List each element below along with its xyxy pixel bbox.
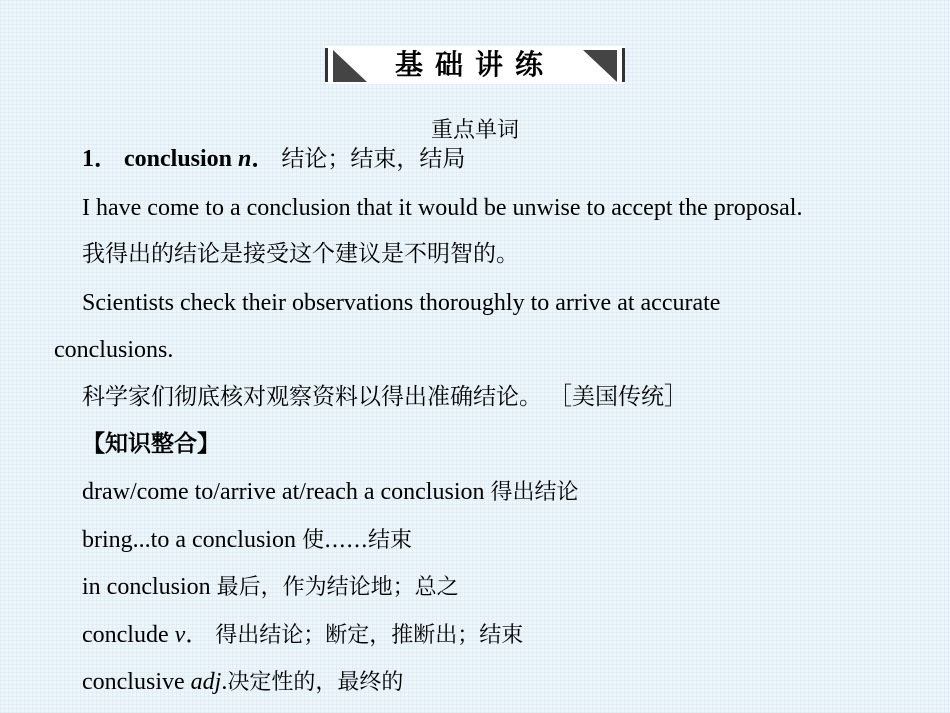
knowledge-item-2-cn: 使……结束 [301, 528, 412, 553]
knowledge-item-5-en: conclusive [82, 669, 191, 695]
knowledge-item-1 [82, 477, 579, 508]
knowledge-item-3-en: in conclusion [82, 574, 217, 600]
knowledge-item-5 [82, 667, 403, 698]
knowledge-header: 【知识整合】 [82, 431, 220, 457]
example-2-en-line2: conclusions. [54, 337, 174, 363]
example-2-cn-text: 科学家们彻底核对观察资料以得出准确结论。 [82, 384, 542, 410]
knowledge-item-4-en: conclude [82, 622, 175, 648]
knowledge-item-4 [82, 620, 523, 651]
banner-title: 基础讲练 [394, 48, 555, 81]
entry-pos: n [238, 146, 252, 172]
entry-heading [82, 144, 465, 174]
knowledge-item-4-sep: ． [185, 622, 210, 648]
entry-number: 1． [82, 146, 118, 172]
knowledge-item-5-pos: adj [190, 669, 222, 695]
knowledge-item-2-en: bring...to a conclusion [82, 527, 302, 553]
section-title: 重点单词 [430, 118, 519, 143]
knowledge-item-1-en: draw/come to/arrive at/reach a conclusion [82, 479, 491, 505]
source-bracket-close: ］ [664, 384, 688, 410]
example-1-en: I have come to a conclusion that it would be unwise to accept the proposal. [82, 195, 803, 221]
knowledge-item-2 [82, 525, 412, 556]
knowledge-item-5-cn: 决定性的，最终的 [227, 670, 404, 695]
entry-meaning: 结论；结束，结局 [281, 146, 466, 172]
knowledge-item-5-sep: . [221, 669, 228, 695]
knowledge-item-4-pos: v [174, 622, 186, 648]
banner-right-triangle-icon [583, 50, 617, 82]
section-banner [325, 46, 625, 84]
knowledge-item-1-cn: 得出结论 [490, 480, 579, 505]
entry-word: conclusion [124, 146, 233, 172]
source-label: 美国传统 [572, 384, 664, 410]
example-1-cn: 我得出的结论是接受这个建议是不明智的。 [82, 241, 519, 267]
knowledge-item-4-cn: 得出结论；断定，推断出；结束 [215, 623, 524, 648]
knowledge-item-3 [82, 572, 459, 603]
knowledge-item-3-cn: 最后，作为结论地；总之 [216, 575, 459, 600]
source-bracket-open: ［ [548, 384, 572, 410]
example-2-cn [82, 382, 688, 412]
banner-right-bar [622, 48, 625, 82]
example-2-en-line1: Scientists check their observations thoroughly to arrive at accurate [82, 290, 721, 316]
entry-pos-dot: ． [251, 146, 276, 172]
